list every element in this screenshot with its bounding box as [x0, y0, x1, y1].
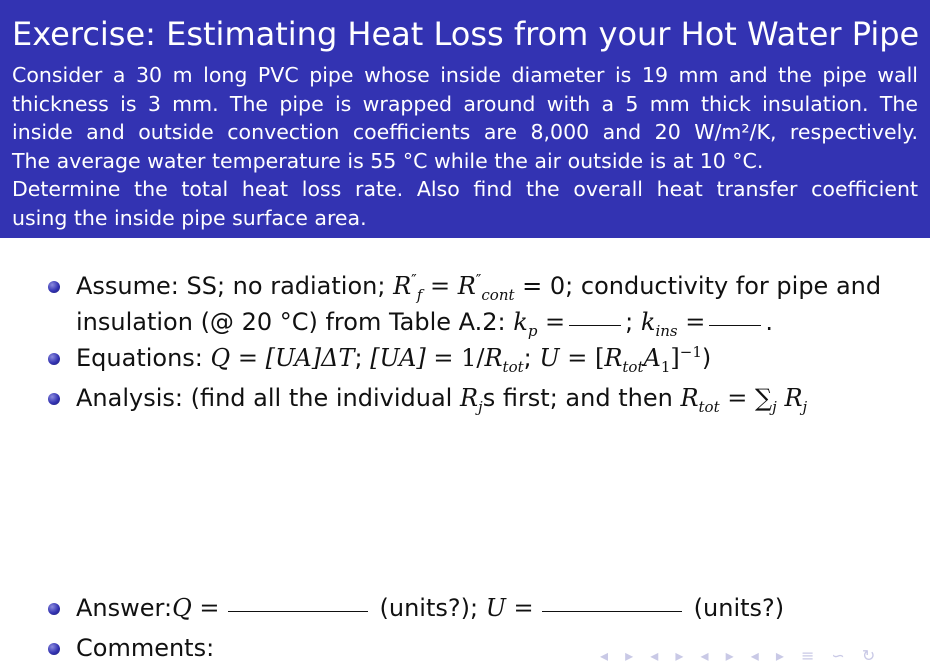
- kins-blank[interactable]: [709, 325, 761, 326]
- bullet-icon: [48, 393, 60, 405]
- bullet-icon: [48, 281, 60, 293]
- answer-line: Answer:Q = (units?); U = (units?): [76, 594, 785, 622]
- slide-content: [0, 238, 930, 664]
- bullet-icon: [48, 353, 60, 365]
- equations-line: Equations: Q = [UA]ΔT; $[UA] = 1/R_{tot}$; $U = [R_{tot}A_1]^{-1}$): [76, 343, 712, 376]
- beamer-nav-symbols[interactable]: ◂ ▸ ◂ ▸ ◂ ▸ ◂ ▸ ≡ ∽ ↻: [600, 646, 882, 664]
- statement-line: using the inside pipe surface area.: [12, 205, 367, 230]
- assume-line-1: Assume: SS; no radiation; $R''_f = R''_{cont} = 0$; conductivity for pipe and: [76, 271, 882, 304]
- statement-line: The average water temperature is 55 °C while the air outside is at 10 °C.: [12, 148, 764, 173]
- statement-line: inside and outside convection coefficients are 8,000 and 20 W/m²/K, respectively.: [12, 120, 918, 145]
- comments-label: Comments:: [76, 634, 215, 662]
- kp-blank[interactable]: [569, 325, 621, 326]
- u-answer-blank[interactable]: [542, 611, 682, 612]
- bullet-icon: [48, 643, 60, 655]
- assume-line-2: insulation (@ 20 °C) from Table A.2: $k_p$ = ; $k_{ins}$ = .: [76, 308, 773, 340]
- analysis-line: Analysis: (find all the individual $R_js$ first; and then $R_{tot} = \sum_j$ $R_j$: [76, 384, 808, 416]
- frame-header: [0, 0, 930, 238]
- frame-title: Exercise: Estimating Heat Loss from your Hot Water Pipe: [12, 15, 920, 53]
- q-answer-blank[interactable]: [228, 611, 368, 612]
- statement-line: Determine the total heat loss rate. Also find the overall heat transfer coefficient: [12, 177, 918, 202]
- bullet-icon: [48, 603, 60, 615]
- statement-line: thickness is 3 mm. The pipe is wrapped around with a 5 mm thick insulation. The: [12, 91, 918, 116]
- exercise-statement: [12, 61, 918, 233]
- statement-line: Consider a 30 m long PVC pipe whose inside diameter is 19 mm and the pipe wall: [12, 63, 918, 87]
